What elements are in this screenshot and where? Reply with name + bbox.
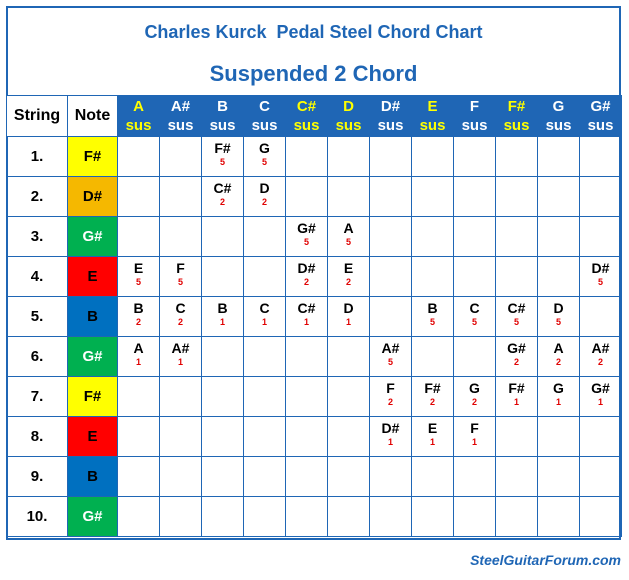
chord-cell xyxy=(244,137,286,177)
open-note-cell xyxy=(68,137,118,177)
chord-cell xyxy=(580,497,622,537)
chord-cell xyxy=(580,217,622,257)
open-note-cell xyxy=(68,297,118,337)
chord-cell xyxy=(202,377,244,417)
chord-cell xyxy=(580,177,622,217)
chord-cell xyxy=(370,177,412,217)
column-suffix: sus xyxy=(461,117,488,134)
chord-cell xyxy=(202,137,244,177)
chord-cell xyxy=(580,337,622,377)
interval-number: 1 xyxy=(387,437,393,447)
interval-number: 5 xyxy=(219,157,225,167)
interval-number: 5 xyxy=(471,317,477,327)
chord-cell xyxy=(454,497,496,537)
chord-cell xyxy=(580,297,622,337)
chord-cell xyxy=(328,497,370,537)
fret-note: B xyxy=(217,300,228,316)
open-note: F# xyxy=(68,137,117,176)
interval-number: 5 xyxy=(597,277,603,287)
chord-cell xyxy=(160,297,202,337)
interval-number: 1 xyxy=(429,437,435,447)
fret-note: A xyxy=(343,220,354,236)
chord-cell xyxy=(118,137,160,177)
chord-cell xyxy=(118,497,160,537)
string-row xyxy=(7,217,622,257)
chord-cell xyxy=(538,377,580,417)
chord-cell xyxy=(160,457,202,497)
chord-cell xyxy=(454,337,496,377)
chord-cell xyxy=(538,417,580,457)
chord-cell xyxy=(496,217,538,257)
open-note: B xyxy=(68,457,117,496)
interval-number: 2 xyxy=(261,197,267,207)
column-header-g-sharp xyxy=(580,96,622,137)
column-root: F xyxy=(469,98,480,115)
string-row xyxy=(7,297,622,337)
chord-cell xyxy=(538,497,580,537)
fret-note: A# xyxy=(381,340,400,356)
chord-cell xyxy=(244,337,286,377)
interval-number: 2 xyxy=(219,197,225,207)
column-suffix: sus xyxy=(251,117,278,134)
chord-cell xyxy=(286,137,328,177)
chord-cell xyxy=(202,257,244,297)
fret-note: B xyxy=(133,300,144,316)
chord-cell xyxy=(538,457,580,497)
fret-note: F xyxy=(470,420,479,436)
interval-number: 5 xyxy=(387,357,393,367)
chord-cell xyxy=(580,257,622,297)
column-suffix: sus xyxy=(335,117,362,134)
chord-cell xyxy=(412,337,454,377)
chord-cell xyxy=(286,257,328,297)
fret-note: A# xyxy=(171,340,190,356)
column-header-f xyxy=(454,96,496,137)
fret-note: G xyxy=(259,140,270,156)
interval-number: 2 xyxy=(513,357,519,367)
interval-number: 1 xyxy=(471,437,477,447)
interval-number: 1 xyxy=(555,397,561,407)
chord-cell xyxy=(328,337,370,377)
interval-number: 5 xyxy=(177,277,183,287)
fret-note: F# xyxy=(508,380,525,396)
chord-cell xyxy=(496,297,538,337)
chord-cell xyxy=(328,217,370,257)
column-header-a xyxy=(118,96,160,137)
column-root: C xyxy=(259,98,270,115)
chord-cell xyxy=(454,417,496,457)
interval-number: 5 xyxy=(261,157,267,167)
chord-cell xyxy=(412,377,454,417)
string-number: 4. xyxy=(7,257,68,297)
string-row xyxy=(7,457,622,497)
chord-cell xyxy=(496,137,538,177)
chord-cell xyxy=(202,177,244,217)
chord-cell xyxy=(160,337,202,377)
interval-number: 1 xyxy=(597,397,603,407)
interval-number: 2 xyxy=(345,277,351,287)
chord-cell xyxy=(286,297,328,337)
chord-cell xyxy=(160,217,202,257)
open-note-cell xyxy=(68,417,118,457)
chord-cell xyxy=(496,457,538,497)
chord-cell xyxy=(538,297,580,337)
string-number: 6. xyxy=(7,337,68,377)
chord-cell xyxy=(160,177,202,217)
string-row xyxy=(7,257,622,297)
open-note: E xyxy=(68,417,117,456)
chord-cell xyxy=(244,297,286,337)
interval-number: 1 xyxy=(345,317,351,327)
string-number: 2. xyxy=(7,177,68,217)
chord-cell xyxy=(286,457,328,497)
string-number: 7. xyxy=(7,377,68,417)
chord-cell xyxy=(328,297,370,337)
fret-note: D xyxy=(553,300,564,316)
fret-note: F# xyxy=(214,140,231,156)
header-row xyxy=(7,96,622,137)
string-row xyxy=(7,377,622,417)
fret-note: C xyxy=(259,300,270,316)
note-header: Note xyxy=(68,96,118,137)
chart-subtitle: Suspended 2 Chord xyxy=(209,61,418,86)
chord-cell xyxy=(160,137,202,177)
chord-cell xyxy=(118,377,160,417)
chord-cell xyxy=(454,177,496,217)
interval-number: 5 xyxy=(513,317,519,327)
chord-cell xyxy=(370,257,412,297)
fret-note: G xyxy=(469,380,480,396)
interval-number: 1 xyxy=(303,317,309,327)
chord-cell xyxy=(412,257,454,297)
string-number: 9. xyxy=(7,457,68,497)
chord-cell xyxy=(202,297,244,337)
chord-cell xyxy=(454,377,496,417)
chord-cell xyxy=(244,217,286,257)
chord-cell xyxy=(412,417,454,457)
column-header-c-sharp xyxy=(286,96,328,137)
fret-note: D xyxy=(343,300,354,316)
column-root: C# xyxy=(296,98,317,115)
fret-note: A xyxy=(553,340,564,356)
string-number: 8. xyxy=(7,417,68,457)
chord-cell xyxy=(370,417,412,457)
fret-note: G# xyxy=(591,380,610,396)
string-number: 3. xyxy=(7,217,68,257)
fret-note: G# xyxy=(507,340,526,356)
chord-cell xyxy=(412,497,454,537)
chord-cell xyxy=(244,497,286,537)
chord-cell xyxy=(202,457,244,497)
interval-number: 2 xyxy=(135,317,141,327)
chord-cell xyxy=(412,137,454,177)
interval-number: 1 xyxy=(513,397,519,407)
chord-cell xyxy=(244,417,286,457)
fret-note: G xyxy=(553,380,564,396)
column-suffix: sus xyxy=(167,117,194,134)
chord-cell xyxy=(538,137,580,177)
chord-cell xyxy=(496,497,538,537)
open-note: D# xyxy=(68,177,117,216)
chord-body xyxy=(7,137,622,537)
chord-cell xyxy=(286,337,328,377)
open-note: G# xyxy=(68,497,117,536)
chord-cell xyxy=(118,417,160,457)
string-row xyxy=(7,497,622,537)
chord-cell xyxy=(454,257,496,297)
interval-number: 1 xyxy=(219,317,225,327)
interval-number: 1 xyxy=(261,317,267,327)
chord-cell xyxy=(580,417,622,457)
string-number: 10. xyxy=(7,497,68,537)
fret-note: C xyxy=(469,300,480,316)
column-root: D xyxy=(343,98,354,115)
chord-cell xyxy=(118,217,160,257)
chord-cell xyxy=(160,497,202,537)
chord-cell xyxy=(538,217,580,257)
fret-note: E xyxy=(133,260,144,276)
interval-number: 2 xyxy=(387,397,393,407)
column-header-g xyxy=(538,96,580,137)
open-note: F# xyxy=(68,377,117,416)
column-suffix: sus xyxy=(419,117,446,134)
chord-cell xyxy=(328,377,370,417)
string-row xyxy=(7,177,622,217)
interval-number: 5 xyxy=(555,317,561,327)
column-root: F# xyxy=(507,98,526,115)
interval-number: 2 xyxy=(303,277,309,287)
chord-cell xyxy=(286,417,328,457)
interval-number: 2 xyxy=(555,357,561,367)
column-header-d xyxy=(328,96,370,137)
chord-cell xyxy=(244,257,286,297)
string-header: String xyxy=(7,96,68,137)
chord-cell xyxy=(538,177,580,217)
column-suffix: sus xyxy=(545,117,572,134)
open-note-cell xyxy=(68,337,118,377)
chord-cell xyxy=(412,297,454,337)
interval-number: 1 xyxy=(177,357,183,367)
chord-cell xyxy=(538,337,580,377)
column-header-c xyxy=(244,96,286,137)
column-suffix: sus xyxy=(587,117,614,134)
interval-number: 2 xyxy=(471,397,477,407)
interval-number: 5 xyxy=(303,237,309,247)
fret-note: F# xyxy=(424,380,441,396)
column-suffix: sus xyxy=(377,117,404,134)
fret-note: A xyxy=(133,340,144,356)
fret-note: C# xyxy=(297,300,316,316)
column-root: D# xyxy=(380,98,401,115)
chord-cell xyxy=(202,497,244,537)
chord-cell xyxy=(118,177,160,217)
interval-number: 1 xyxy=(135,357,141,367)
chord-cell xyxy=(328,257,370,297)
chord-cell xyxy=(412,457,454,497)
fret-note: E xyxy=(343,260,354,276)
chord-cell xyxy=(244,457,286,497)
string-row xyxy=(7,137,622,177)
fret-note: F xyxy=(386,380,395,396)
string-row xyxy=(7,337,622,377)
column-suffix: sus xyxy=(503,117,530,134)
chord-cell xyxy=(286,217,328,257)
chord-cell xyxy=(160,377,202,417)
site-watermark: SteelGuitarForum.com xyxy=(470,552,621,568)
column-root: E xyxy=(427,98,438,115)
column-header-f-sharp xyxy=(496,96,538,137)
chord-cell xyxy=(496,257,538,297)
chord-cell xyxy=(580,137,622,177)
interval-number: 5 xyxy=(345,237,351,247)
chord-cell xyxy=(286,377,328,417)
string-number: 1. xyxy=(7,137,68,177)
chord-cell xyxy=(370,457,412,497)
chord-cell xyxy=(496,177,538,217)
interval-number: 2 xyxy=(597,357,603,367)
chord-cell xyxy=(118,257,160,297)
chart-title: Charles Kurck Pedal Steel Chord Chart xyxy=(144,22,483,42)
chord-cell xyxy=(160,417,202,457)
column-suffix: sus xyxy=(209,117,236,134)
fret-note: C xyxy=(175,300,186,316)
open-note-cell xyxy=(68,177,118,217)
chord-cell xyxy=(328,177,370,217)
chord-cell xyxy=(412,177,454,217)
chord-cell xyxy=(328,457,370,497)
fret-note: D# xyxy=(591,260,610,276)
interval-number: 5 xyxy=(135,277,141,287)
open-note-cell xyxy=(68,257,118,297)
fret-note: C# xyxy=(213,180,232,196)
column-header-a-sharp xyxy=(160,96,202,137)
chord-cell xyxy=(370,297,412,337)
chord-cell xyxy=(496,337,538,377)
fret-note: D# xyxy=(381,420,400,436)
chord-cell xyxy=(496,377,538,417)
chord-cell xyxy=(454,217,496,257)
open-note-cell xyxy=(68,377,118,417)
chord-cell xyxy=(496,417,538,457)
chord-cell xyxy=(118,297,160,337)
chord-cell xyxy=(286,177,328,217)
chord-cell xyxy=(202,217,244,257)
column-suffix: sus xyxy=(125,117,152,134)
chord-cell xyxy=(538,257,580,297)
open-note: E xyxy=(68,257,117,296)
chord-cell xyxy=(454,457,496,497)
chord-cell xyxy=(454,297,496,337)
interval-number: 5 xyxy=(429,317,435,327)
chord-cell xyxy=(580,457,622,497)
column-root: B xyxy=(217,98,228,115)
string-row xyxy=(7,417,622,457)
open-note: B xyxy=(68,297,117,336)
string-number: 5. xyxy=(7,297,68,337)
chord-cell xyxy=(118,457,160,497)
chord-table xyxy=(6,95,622,537)
column-suffix: sus xyxy=(293,117,320,134)
chord-cell xyxy=(118,337,160,377)
chord-cell xyxy=(328,417,370,457)
fret-note: D xyxy=(259,180,270,196)
column-header-d-sharp xyxy=(370,96,412,137)
column-root: G xyxy=(552,98,565,115)
column-header-e xyxy=(412,96,454,137)
open-note: G# xyxy=(68,337,117,376)
chord-cell xyxy=(244,377,286,417)
chord-cell xyxy=(202,417,244,457)
chord-cell xyxy=(328,137,370,177)
column-root: G# xyxy=(590,98,611,115)
chord-cell xyxy=(580,377,622,417)
column-root: A xyxy=(133,98,144,115)
chord-cell xyxy=(412,217,454,257)
chord-cell xyxy=(454,137,496,177)
open-note: G# xyxy=(68,217,117,256)
chord-cell xyxy=(244,177,286,217)
open-note-cell xyxy=(68,457,118,497)
chord-cell xyxy=(370,337,412,377)
chord-cell xyxy=(160,257,202,297)
column-root: A# xyxy=(170,98,191,115)
fret-note: B xyxy=(427,300,438,316)
chord-cell xyxy=(286,497,328,537)
chord-cell xyxy=(370,137,412,177)
interval-number: 2 xyxy=(429,397,435,407)
fret-note: F xyxy=(176,260,185,276)
open-note-cell xyxy=(68,217,118,257)
chord-cell xyxy=(202,337,244,377)
chord-cell xyxy=(370,497,412,537)
chord-cell xyxy=(370,377,412,417)
fret-note: A# xyxy=(591,340,610,356)
fret-note: G# xyxy=(297,220,316,236)
open-note-cell xyxy=(68,497,118,537)
chord-cell xyxy=(370,217,412,257)
fret-note: E xyxy=(427,420,438,436)
fret-note: C# xyxy=(507,300,526,316)
column-header-b xyxy=(202,96,244,137)
fret-note: D# xyxy=(297,260,316,276)
interval-number: 2 xyxy=(177,317,183,327)
